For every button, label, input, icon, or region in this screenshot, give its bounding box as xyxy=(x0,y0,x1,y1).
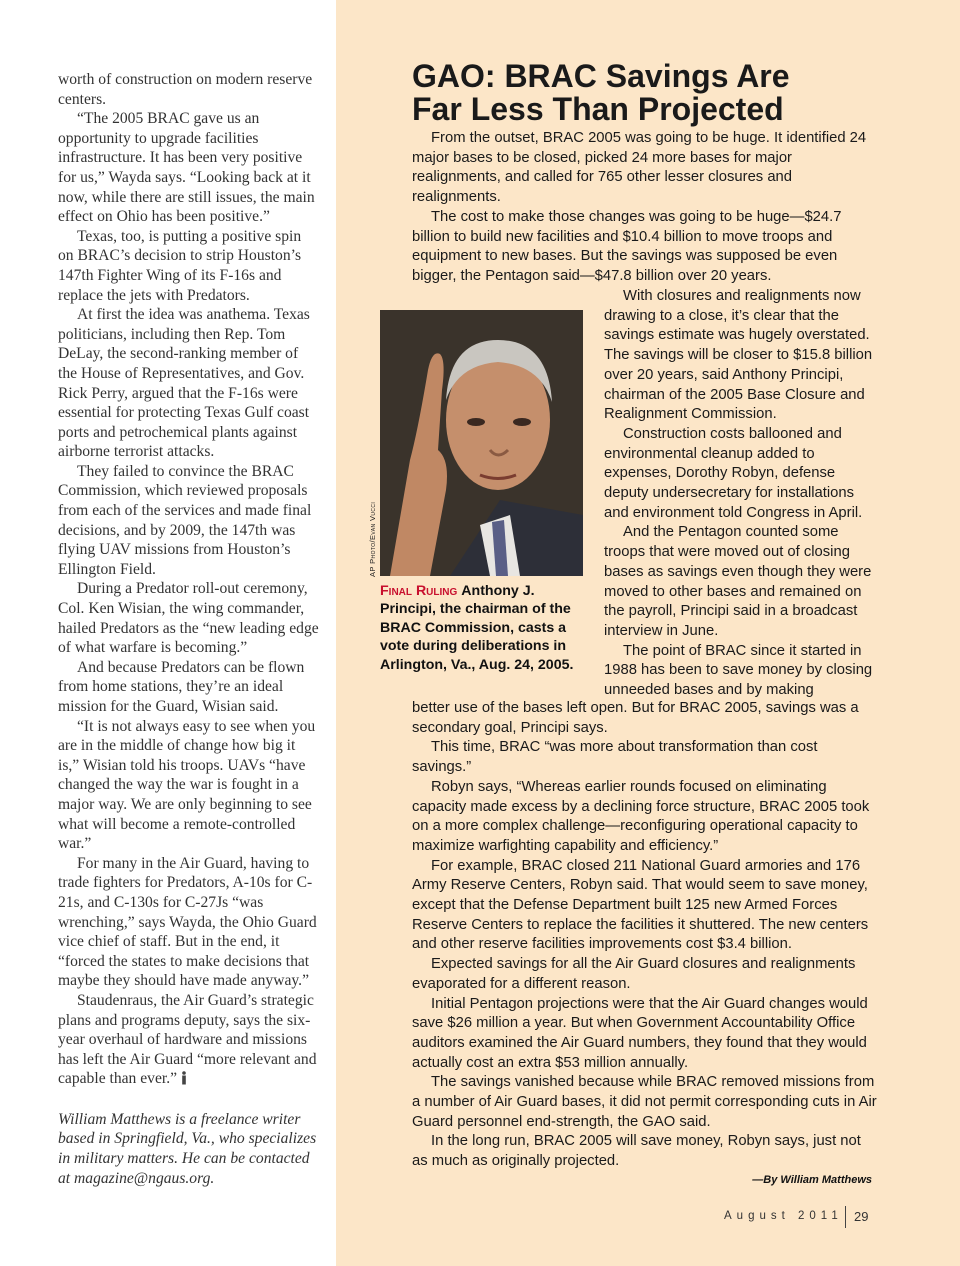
article-paragraph: The cost to make those changes was going to be huge—$24.7 billion to build new facilities and $10.4 billion to move troops and equipment to new bases. But the savings was supposed be even bigger, the Pentagon said—$47.8 billion over 20 years. xyxy=(412,208,842,284)
article-paragraph: The savings vanished because while BRAC removed missions from a number of Air Guard bases, it did not permit corresponding cuts in Air Guard personnel end-strength, the GAO said. xyxy=(412,1074,877,1130)
headline-line-2: Far Less Than Projected xyxy=(412,91,784,127)
caption-kicker: Final Ruling xyxy=(380,583,458,599)
end-mark-icon xyxy=(181,1071,187,1085)
left-paragraph: During a Predator roll-out ceremony, Col. Ken Wisian, the wing commander, hailed Predators as the “new leading edge of what warfare is becoming.” xyxy=(58,580,319,657)
principi-photo xyxy=(380,310,583,576)
caption-text: Anthony J. Principi, the chairman of the BRAC Commission, casts a vote during deliberations in Arlington, Va., Aug. 24, 2005. xyxy=(380,583,574,673)
article-paragraph: This time, BRAC “was more about transformation than cost savings.” xyxy=(412,739,818,776)
author-bio: William Matthews is a freelance writer based in Springfield, Va., who specializes in military matters. He can be contacted at magazine@ngaus.org. xyxy=(58,1110,317,1187)
left-paragraph: “The 2005 BRAC gave us an opportunity to upgrade facilities infrastructure. It has been very positive for us,” Wayda says. “Looking back at it now, while there are still issues, the main effect on Ohio has been positive.” xyxy=(58,110,315,226)
left-paragraph-text: Staudenraus, the Air Guard’s strategic plans and programs deputy, says the six-year overhaul of hardware and missions has left the Air Guard “more relevant and capable than ever.” xyxy=(58,991,317,1088)
left-paragraph: “It is not always easy to see when you are in the middle of change how big it is,” Wisian told his troops. UAVs “have changed the way the war is fought in a major way. We are only beginning to see what will become a remote-controlled war.” xyxy=(58,717,316,853)
article-paragraph: Robyn says, “Whereas earlier rounds focused on eliminating capacity made excess by a declining force structure, BRAC 2005 took on a more complex challenge—reconfiguring operational capacity to maximize warfighting capability and efficiency.” xyxy=(412,778,870,854)
photo-credit: AP Photo/Evan Vucci xyxy=(368,501,377,577)
footer-divider xyxy=(845,1206,846,1228)
article-paragraph: The point of BRAC since it started in 1988 has been to save money by closing unneeded bases and by making xyxy=(604,642,873,699)
article-body-top xyxy=(412,129,874,287)
left-paragraph: worth of construction on modern reserve centers. xyxy=(58,71,313,108)
article-body-bottom xyxy=(412,699,878,1172)
headline-line-1: GAO: BRAC Savings Are xyxy=(412,58,790,94)
article-paragraph: From the outset, BRAC 2005 was going to be huge. It identified 24 major bases to be closed, picked 24 more bases for major realignments, and called for 765 other lesser closures and realignments. xyxy=(412,130,867,206)
article-paragraph-continued: better use of the bases left open. But for BRAC 2005, savings was a secondary goal, Principi says. xyxy=(412,700,859,736)
article-paragraph: Construction costs ballooned and environmental cleanup added to expenses, Dorothy Robyn, defense deputy undersecretary for installations and environment told Congress in April. xyxy=(604,425,863,521)
left-paragraph: And because Predators can be flown from home stations, they’re an ideal mission for the Guard, Wisian said. xyxy=(58,658,305,715)
left-paragraph: They failed to convince the BRAC Commission, which reviewed proposals from each of the services and made final decisions, and by 2009, the 147th was flying UAV missions from Houston’s Ellington Field. xyxy=(58,462,312,578)
left-paragraph: Texas, too, is putting a positive spin on BRAC’s decision to strip Houston’s 147th Fighter Wing of its F-16s and replace the jets with Predators. xyxy=(58,227,302,304)
left-paragraph-last xyxy=(58,991,320,1089)
left-column xyxy=(58,70,320,1188)
article-paragraph: And the Pentagon counted some troops that were moved out of closing bases as savings even though they were moved to other bases and remained on the payroll, Principi said in a broadcast interview in June. xyxy=(604,524,872,639)
article-paragraph: Expected savings for all the Air Guard closures and realignments evaporated for a different reason. xyxy=(412,956,856,992)
article-paragraph: For example, BRAC closed 211 National Guard armories and 176 Army Reserve Centers, Robyn said. That would seem to save money, except that the Defense Department built 125 new Armed Forces Reserve Centers to replace the facilities it shuttered. The new centers and other reserve facilities improvements cost $3.4 billion. xyxy=(412,857,869,953)
left-paragraph: At first the idea was anathema. Texas politicians, including then Rep. Tom DeLay, the second-ranking member of the House of Representatives, and Gov. Rick Perry, argued that the F-16s were essential for protecting Texas Gulf coast ports and petrochemical plants against airborne terrorist attacks. xyxy=(58,306,310,461)
footer-issue-date: August 2011 xyxy=(724,1210,843,1222)
page-number: 29 xyxy=(854,1209,869,1224)
article-body-right xyxy=(604,287,876,701)
left-paragraph: For many in the Air Guard, having to trade fighters for Predators, A-10s for C-21s, and C-130s for C-27Js “was wrenching,” says Wayda, the Ohio Guard vice chief of staff. But in the end, it “forced the states to make decisions that maybe they should have made anyway.” xyxy=(58,854,317,990)
photo-illustration xyxy=(380,310,583,576)
photo-caption xyxy=(380,582,588,674)
article-paragraph: In the long run, BRAC 2005 will save money, Robyn says, just not as much as originally projected. xyxy=(412,1133,861,1170)
article-paragraph: Initial Pentagon projections were that the Air Guard changes would save $26 million a year. But when Government Accountability Office auditors examined the Air Guard numbers, they found that they would actually cost an extra $53 million annually. xyxy=(412,995,868,1071)
article-headline xyxy=(412,60,932,126)
article-paragraph: With closures and realignments now drawing to a close, it’s clear that the savings estimate was hugely overstated. The savings will be closer to $15.8 billion over 20 years, said Anthony Principi, chairman of the 2005 Base Closure and Realignment Commission. xyxy=(604,288,873,423)
article-byline: —By William Matthews xyxy=(752,1174,872,1186)
